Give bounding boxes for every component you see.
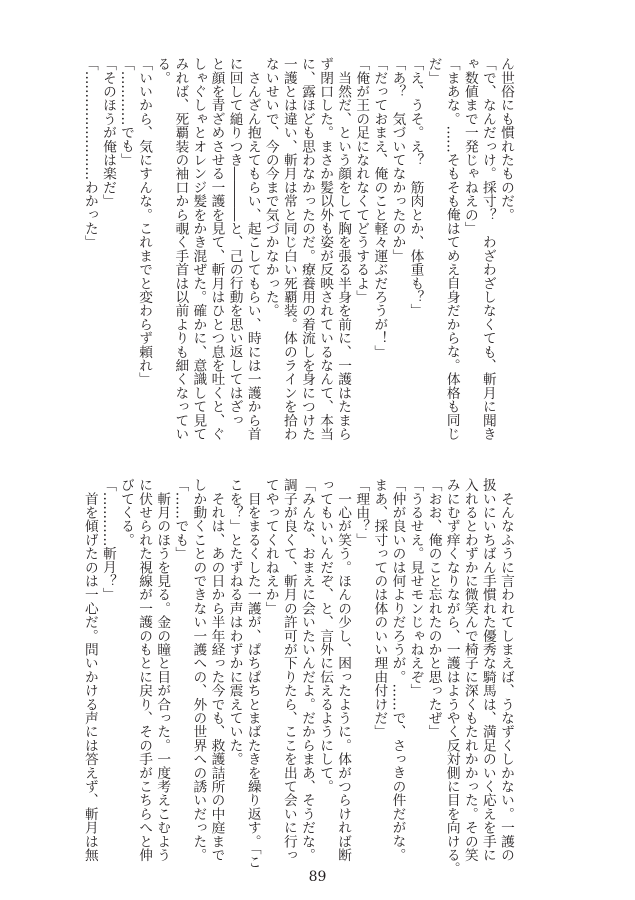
text-line: 調子が良くて、斬月の許可が下りたら、ここを出て会いに行っ [280, 478, 297, 862]
text-line: に、露ほども思わなかったのだ。療養用の着流しを身につけた [298, 57, 315, 441]
text-line: 「だっておまえ、俺のこと軽々運ぶだろうが！」 [371, 57, 388, 359]
text-line: 「まあな。……そもそも俺はてめえ自身だからな。体格も同じ [443, 57, 460, 441]
text-line: それは、あの日から半年経った今でも、救護詰所の中庭まで [208, 478, 225, 862]
text-line: 「で、なんだっけ。採寸？ わざわざしなくても、斬月に聞き [479, 57, 496, 441]
lower-text-block [80, 478, 515, 876]
text-line: 「理由？」 [353, 478, 370, 547]
text-line: ず閉口した。まさか髪以外も姿が反映されているなんて、本当 [317, 57, 334, 441]
text-line: ないせいで、今の今まで気づかなかった。 [262, 57, 279, 318]
text-line: ん世俗にも慣れたものだ。 [498, 57, 514, 222]
text-line: 「おお、俺のこと忘れたのかと思ったぜ」 [425, 478, 442, 739]
text-line: に伏せられた視線が一護のもとに戻り、その手がこちらへと伸 [136, 478, 153, 862]
text-line: てやってくれねえか」 [262, 478, 279, 615]
text-line: そんなふうに言われてしまえば、うなずくしかない。一護の [498, 478, 514, 862]
text-line: こを？」とたずねる声はわずかに震えていた。 [226, 478, 243, 766]
text-line: しか動くことのできない一護への、外の世界への誘いだった。 [190, 478, 207, 862]
text-line: 一心が笑う。ほんの少し、困ったように。体がつらければ断 [335, 478, 352, 862]
text-line: 「…………でも」 [118, 57, 135, 167]
text-line: る。 [154, 57, 171, 85]
text-line: まあ、採寸ってのは体のいい理由付けだ」 [371, 478, 388, 739]
text-line: 首を傾げたのは一心だ。問いかける声には答えず、斬月は無 [81, 478, 98, 862]
text-line: 一護とは違い、斬月は常と同じ白い死覇装。体のラインを拾わ [280, 57, 297, 441]
upper-text-block [80, 57, 515, 443]
text-line: だ」 [425, 57, 442, 85]
text-line: ってもいいんだぞ、と、言外に伝えるようにして。 [317, 478, 334, 794]
text-line: 斬月のほうを見る。金の瞳と目が合った。一度考えこむよう [154, 478, 171, 862]
text-line: に回して縋りつき――――と、己の行動を思い返してはざっ [226, 57, 243, 427]
text-line: 「みんな、おまえに会いたいんだよ。だからまあ、そうだな。 [298, 478, 315, 862]
text-line: 「俺が王の足になれなくてどうするよ」 [353, 57, 370, 304]
text-line: 「……………………わかった」 [81, 57, 98, 249]
text-line: と顔を青ざめさせる一護を見て、斬月はひとつ息を吐くと、ぐ [208, 57, 225, 441]
text-line: びてくる。 [118, 478, 135, 547]
text-line: 「…………斬月？」 [99, 478, 116, 602]
text-line: 「……でも」 [172, 478, 189, 561]
text-line: みれば、死覇装の袖口から覗く手首は以前よりも細くなってい [172, 57, 189, 441]
text-line: 「いいから、気にすんな。これまでと変わらず頼れ」 [136, 57, 153, 386]
text-line: 扱いにいちばん手慣れた優秀な騎馬は、満足のいく応えを手に [479, 478, 496, 862]
text-line: しゃぐしゃとオレンジ髪をかき混ぜた。確かに、意識して見て [190, 57, 207, 441]
text-line: 目をまるくした一護が、ぱちぱちとまばたきを繰り返す。「こ [244, 478, 261, 869]
text-line: みにむず痒くなりながら、一護はようやく反対側に目を向ける。 [443, 478, 460, 876]
text-line: 「仲が良いのは何よりだろうが。……で、さっきの件だがな。 [389, 478, 406, 862]
text-line: 「あ？ 気づいてなかったのか」 [389, 57, 406, 263]
text-line: さんざん抱えてもらい、起こしてもらい、時には一護から首 [244, 57, 261, 441]
text-line: 入れるとわずかに微笑んで椅子に深くもたれかかった。その笑 [461, 478, 478, 862]
text-line: 「うるせえ。見せモンじゃねえぞ」 [407, 478, 424, 698]
text-line: 「そのほうが俺は楽だ」 [99, 57, 116, 208]
text-line: 当然だ、という顔をして胸を張る半身を前に、一護はたまら [335, 57, 352, 441]
page-number: 89 [308, 869, 327, 885]
text-line: ゃ数値まで一発じゃねえの」 [461, 57, 478, 236]
text-line: 「え、うそ。え？ 筋肉とか、体重も？」 [407, 57, 424, 318]
